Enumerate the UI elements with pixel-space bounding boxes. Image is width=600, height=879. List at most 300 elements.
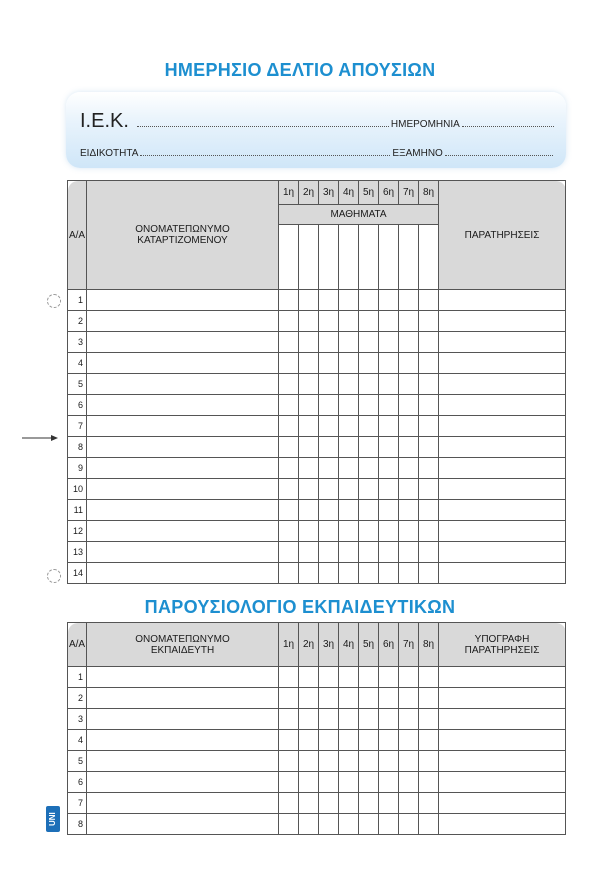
- hour-header: 3η: [319, 181, 339, 205]
- hour-cell[interactable]: [419, 688, 439, 709]
- hour-cell[interactable]: [279, 437, 299, 458]
- hour-cell[interactable]: [299, 395, 319, 416]
- name-cell[interactable]: [87, 416, 279, 437]
- hour-cell[interactable]: [339, 290, 359, 311]
- arrow-right-icon: [22, 432, 58, 444]
- hour-cell[interactable]: [419, 730, 439, 751]
- hour-cell[interactable]: [379, 437, 399, 458]
- row-number: 9: [68, 458, 87, 479]
- hour-cell[interactable]: [339, 667, 359, 688]
- hour-cell[interactable]: [339, 542, 359, 563]
- subject-cell[interactable]: [359, 225, 379, 290]
- row-number: 12: [68, 521, 87, 542]
- hour-cell[interactable]: [359, 311, 379, 332]
- hour-cell[interactable]: [379, 667, 399, 688]
- row-number: 8: [68, 814, 87, 835]
- table-row: [68, 311, 566, 332]
- page-title: ΗΜΕΡΗΣΙΟ ΔΕΛΤΙΟ ΑΠΟΥΣΙΩΝ: [164, 60, 436, 80]
- hour-cell[interactable]: [299, 458, 319, 479]
- table-row: [68, 751, 566, 772]
- iek-field[interactable]: [137, 125, 389, 127]
- remarks-cell[interactable]: [439, 479, 566, 500]
- hour-cell[interactable]: [359, 667, 379, 688]
- remarks-cell[interactable]: [439, 458, 566, 479]
- hour-cell[interactable]: [399, 542, 419, 563]
- hour-cell[interactable]: [399, 709, 419, 730]
- hour-cell[interactable]: [379, 353, 399, 374]
- row-number: 10: [68, 479, 87, 500]
- subject-cell[interactable]: [319, 225, 339, 290]
- remarks-cell[interactable]: [439, 772, 566, 793]
- hour-cell[interactable]: [319, 709, 339, 730]
- name-cell[interactable]: [87, 353, 279, 374]
- hour-cell[interactable]: [299, 311, 319, 332]
- hour-cell[interactable]: [279, 416, 299, 437]
- row-number: 3: [68, 709, 87, 730]
- hour-cell[interactable]: [339, 772, 359, 793]
- hour-header: 6η: [379, 623, 399, 667]
- hour-cell[interactable]: [379, 311, 399, 332]
- table-row: [68, 500, 566, 521]
- table-row: [68, 667, 566, 688]
- hour-cell[interactable]: [359, 416, 379, 437]
- hour-cell[interactable]: [279, 709, 299, 730]
- hour-cell[interactable]: [399, 563, 419, 584]
- hour-cell[interactable]: [399, 667, 419, 688]
- semester-label: ΕΞΑΜΗΝΟ: [392, 148, 443, 159]
- hour-cell[interactable]: [359, 709, 379, 730]
- hour-cell[interactable]: [379, 542, 399, 563]
- hour-cell[interactable]: [319, 458, 339, 479]
- name-cell[interactable]: [87, 500, 279, 521]
- hour-cell[interactable]: [279, 751, 299, 772]
- hour-cell[interactable]: [339, 709, 359, 730]
- hour-cell[interactable]: [359, 542, 379, 563]
- absence-table: [67, 180, 566, 584]
- remarks-cell[interactable]: [439, 290, 566, 311]
- table-row: [68, 437, 566, 458]
- table-row: [68, 730, 566, 751]
- hour-cell[interactable]: [299, 521, 319, 542]
- row-number: 4: [68, 353, 87, 374]
- row-number: 1: [68, 290, 87, 311]
- row-number: 5: [68, 751, 87, 772]
- hour-cell[interactable]: [319, 793, 339, 814]
- hour-cell[interactable]: [319, 667, 339, 688]
- hour-cell[interactable]: [339, 521, 359, 542]
- hour-cell[interactable]: [319, 542, 339, 563]
- hour-cell[interactable]: [299, 353, 319, 374]
- hour-cell[interactable]: [339, 563, 359, 584]
- hour-cell[interactable]: [299, 479, 319, 500]
- name-cell[interactable]: [87, 688, 279, 709]
- hour-cell[interactable]: [299, 374, 319, 395]
- name-cell[interactable]: [87, 730, 279, 751]
- specialty-field[interactable]: [140, 154, 390, 156]
- hour-cell[interactable]: [379, 290, 399, 311]
- table-row: [68, 332, 566, 353]
- hour-cell[interactable]: [399, 793, 419, 814]
- hour-cell[interactable]: [359, 793, 379, 814]
- remarks-cell[interactable]: [439, 353, 566, 374]
- hour-cell[interactable]: [379, 500, 399, 521]
- hour-cell[interactable]: [319, 395, 339, 416]
- table-row: [68, 458, 566, 479]
- name-cell[interactable]: [87, 311, 279, 332]
- hour-cell[interactable]: [359, 500, 379, 521]
- hour-header: 1η: [279, 181, 299, 205]
- name-cell[interactable]: [87, 290, 279, 311]
- hour-cell[interactable]: [359, 751, 379, 772]
- hour-cell[interactable]: [279, 793, 299, 814]
- hour-cell[interactable]: [339, 395, 359, 416]
- hour-cell[interactable]: [419, 332, 439, 353]
- hour-cell[interactable]: [279, 374, 299, 395]
- hour-cell[interactable]: [419, 563, 439, 584]
- hour-cell[interactable]: [339, 437, 359, 458]
- hour-header: 2η: [299, 623, 319, 667]
- hour-cell[interactable]: [399, 814, 419, 835]
- teachers-table: [67, 622, 566, 835]
- hour-cell[interactable]: [359, 290, 379, 311]
- hour-cell[interactable]: [359, 479, 379, 500]
- hour-cell[interactable]: [399, 353, 419, 374]
- row-number: 11: [68, 500, 87, 521]
- hour-cell[interactable]: [279, 353, 299, 374]
- hour-cell[interactable]: [359, 772, 379, 793]
- hour-header: 8η: [419, 181, 439, 205]
- hour-cell[interactable]: [379, 730, 399, 751]
- table-row: [68, 814, 566, 835]
- col-remarks-header: ΠΑΡΑΤΗΡΗΣΕΙΣ: [439, 181, 566, 290]
- row-number: 8: [68, 437, 87, 458]
- remarks-cell[interactable]: [439, 374, 566, 395]
- hour-cell[interactable]: [299, 667, 319, 688]
- hour-cell[interactable]: [419, 709, 439, 730]
- hour-cell[interactable]: [419, 374, 439, 395]
- hour-cell[interactable]: [319, 374, 339, 395]
- hour-cell[interactable]: [279, 667, 299, 688]
- subject-cell[interactable]: [379, 225, 399, 290]
- name-cell[interactable]: [87, 772, 279, 793]
- row-number: 4: [68, 730, 87, 751]
- table-row: [68, 709, 566, 730]
- hour-cell[interactable]: [419, 458, 439, 479]
- hour-cell[interactable]: [379, 772, 399, 793]
- hour-cell[interactable]: [279, 772, 299, 793]
- hour-cell[interactable]: [379, 793, 399, 814]
- hour-cell[interactable]: [419, 521, 439, 542]
- name-cell[interactable]: [87, 479, 279, 500]
- hour-cell[interactable]: [279, 542, 299, 563]
- remarks-cell[interactable]: [439, 395, 566, 416]
- hour-cell[interactable]: [279, 332, 299, 353]
- hour-cell[interactable]: [339, 416, 359, 437]
- hour-cell[interactable]: [419, 479, 439, 500]
- hour-cell[interactable]: [339, 374, 359, 395]
- row-number: 14: [68, 563, 87, 584]
- hour-cell[interactable]: [379, 416, 399, 437]
- hour-cell[interactable]: [299, 688, 319, 709]
- row-number: 5: [68, 374, 87, 395]
- hour-cell[interactable]: [399, 395, 419, 416]
- hour-cell[interactable]: [279, 290, 299, 311]
- hour-cell[interactable]: [299, 793, 319, 814]
- hour-cell[interactable]: [419, 290, 439, 311]
- hour-header: 4η: [339, 181, 359, 205]
- hour-cell[interactable]: [339, 793, 359, 814]
- hour-cell[interactable]: [419, 814, 439, 835]
- hour-cell[interactable]: [299, 563, 319, 584]
- hour-cell[interactable]: [339, 814, 359, 835]
- hour-header: 7η: [399, 623, 419, 667]
- hour-cell[interactable]: [419, 500, 439, 521]
- row-number: 2: [68, 311, 87, 332]
- hour-cell[interactable]: [359, 458, 379, 479]
- hour-cell[interactable]: [399, 311, 419, 332]
- hour-cell[interactable]: [379, 563, 399, 584]
- hour-cell[interactable]: [419, 353, 439, 374]
- table-row: [68, 772, 566, 793]
- name-cell[interactable]: [87, 332, 279, 353]
- remarks-cell[interactable]: [439, 437, 566, 458]
- hour-header: 3η: [319, 623, 339, 667]
- hour-header: 7η: [399, 181, 419, 205]
- hour-cell[interactable]: [299, 542, 319, 563]
- hour-cell[interactable]: [379, 521, 399, 542]
- hour-cell[interactable]: [299, 709, 319, 730]
- hour-cell[interactable]: [279, 563, 299, 584]
- hour-cell[interactable]: [319, 416, 339, 437]
- hour-header: 4η: [339, 623, 359, 667]
- hour-cell[interactable]: [279, 479, 299, 500]
- table-row: [68, 688, 566, 709]
- hour-cell[interactable]: [279, 395, 299, 416]
- hour-cell[interactable]: [299, 437, 319, 458]
- hour-cell[interactable]: [359, 437, 379, 458]
- hour-cell[interactable]: [399, 458, 419, 479]
- iek-label: Ι.Ε.Κ.: [80, 110, 129, 132]
- name-cell[interactable]: [87, 751, 279, 772]
- name-cell[interactable]: [87, 814, 279, 835]
- hour-cell[interactable]: [399, 730, 419, 751]
- name-cell[interactable]: [87, 374, 279, 395]
- hour-cell[interactable]: [399, 479, 419, 500]
- hour-cell[interactable]: [319, 311, 339, 332]
- subjects-header: ΜΑΘΗΜΑΤΑ: [279, 205, 439, 225]
- hour-cell[interactable]: [359, 395, 379, 416]
- remarks-cell[interactable]: [439, 563, 566, 584]
- hour-cell[interactable]: [359, 374, 379, 395]
- hour-cell[interactable]: [399, 437, 419, 458]
- remarks-cell[interactable]: [439, 814, 566, 835]
- hour-cell[interactable]: [419, 542, 439, 563]
- hour-cell[interactable]: [319, 479, 339, 500]
- row-number: 7: [68, 793, 87, 814]
- hour-cell[interactable]: [279, 730, 299, 751]
- hour-cell[interactable]: [399, 751, 419, 772]
- hour-cell[interactable]: [319, 730, 339, 751]
- hour-cell[interactable]: [279, 688, 299, 709]
- remarks-cell[interactable]: [439, 667, 566, 688]
- date-field[interactable]: [462, 125, 554, 127]
- table-row: [68, 290, 566, 311]
- hour-cell[interactable]: [319, 751, 339, 772]
- hour-cell[interactable]: [379, 751, 399, 772]
- hour-cell[interactable]: [359, 814, 379, 835]
- hour-cell[interactable]: [319, 353, 339, 374]
- hour-cell[interactable]: [359, 688, 379, 709]
- date-label: ΗΜΕΡΟΜΗΝΙΑ: [390, 119, 460, 130]
- name-cell[interactable]: [87, 458, 279, 479]
- hour-cell[interactable]: [419, 793, 439, 814]
- hour-cell[interactable]: [419, 416, 439, 437]
- table-row: [68, 793, 566, 814]
- uni-logo: UNI: [46, 806, 60, 832]
- remarks-cell[interactable]: [439, 500, 566, 521]
- hour-cell[interactable]: [339, 479, 359, 500]
- hour-cell[interactable]: [339, 500, 359, 521]
- remarks-cell[interactable]: [439, 542, 566, 563]
- subject-cell[interactable]: [419, 225, 439, 290]
- hour-cell[interactable]: [379, 395, 399, 416]
- hour-cell[interactable]: [399, 290, 419, 311]
- hour-cell[interactable]: [299, 814, 319, 835]
- remarks-cell[interactable]: [439, 730, 566, 751]
- hour-cell[interactable]: [339, 353, 359, 374]
- remarks-cell[interactable]: [439, 521, 566, 542]
- hour-cell[interactable]: [339, 688, 359, 709]
- col-name-line1: ΟΝΟΜΑΤΕΠΩΝΥΜΟ: [135, 224, 230, 235]
- hour-cell[interactable]: [319, 772, 339, 793]
- remarks-cell[interactable]: [439, 688, 566, 709]
- row-number: 6: [68, 395, 87, 416]
- subject-cell[interactable]: [299, 225, 319, 290]
- semester-field[interactable]: [445, 154, 553, 156]
- name-cell[interactable]: [87, 709, 279, 730]
- hour-cell[interactable]: [359, 332, 379, 353]
- hour-cell[interactable]: [299, 500, 319, 521]
- hour-cell[interactable]: [279, 311, 299, 332]
- hour-cell[interactable]: [299, 730, 319, 751]
- hour-cell[interactable]: [319, 688, 339, 709]
- remarks-cell[interactable]: [439, 311, 566, 332]
- hour-cell[interactable]: [299, 332, 319, 353]
- hour-cell[interactable]: [379, 374, 399, 395]
- hour-cell[interactable]: [399, 688, 419, 709]
- hour-cell[interactable]: [399, 500, 419, 521]
- hour-cell[interactable]: [319, 521, 339, 542]
- hour-cell[interactable]: [419, 772, 439, 793]
- col-name-line2: ΕΚΠΑΙΔΕΥΤΗ: [150, 644, 215, 656]
- table-row: [68, 395, 566, 416]
- row-number: 7: [68, 416, 87, 437]
- hour-cell[interactable]: [419, 395, 439, 416]
- hour-cell[interactable]: [419, 437, 439, 458]
- hour-cell[interactable]: [319, 500, 339, 521]
- remarks-cell[interactable]: [439, 793, 566, 814]
- hour-cell[interactable]: [399, 521, 419, 542]
- hour-cell[interactable]: [359, 521, 379, 542]
- hour-cell[interactable]: [359, 563, 379, 584]
- hour-header: 5η: [359, 623, 379, 667]
- hour-cell[interactable]: [319, 563, 339, 584]
- hour-cell[interactable]: [419, 311, 439, 332]
- hour-cell[interactable]: [399, 332, 419, 353]
- hour-cell[interactable]: [339, 458, 359, 479]
- name-cell[interactable]: [87, 542, 279, 563]
- hour-cell[interactable]: [379, 688, 399, 709]
- hour-cell[interactable]: [319, 332, 339, 353]
- hour-header: 1η: [279, 623, 299, 667]
- hour-header: 8η: [419, 623, 439, 667]
- col-sign-line2: ΠΑΡΑΤΗΡΗΣΕΙΣ: [464, 644, 540, 656]
- hour-header: 5η: [359, 181, 379, 205]
- name-cell[interactable]: [87, 437, 279, 458]
- hour-cell[interactable]: [379, 458, 399, 479]
- hour-cell[interactable]: [299, 751, 319, 772]
- table-row: [68, 542, 566, 563]
- hour-cell[interactable]: [359, 353, 379, 374]
- hour-cell[interactable]: [399, 416, 419, 437]
- hour-cell[interactable]: [419, 751, 439, 772]
- hour-cell[interactable]: [299, 290, 319, 311]
- col-aa-header: Α/Α: [68, 623, 87, 667]
- name-cell[interactable]: [87, 563, 279, 584]
- remarks-cell[interactable]: [439, 751, 566, 772]
- hour-cell[interactable]: [379, 709, 399, 730]
- hour-cell[interactable]: [339, 311, 359, 332]
- hour-cell[interactable]: [279, 458, 299, 479]
- name-cell[interactable]: [87, 521, 279, 542]
- hour-cell[interactable]: [339, 332, 359, 353]
- hour-cell[interactable]: [319, 814, 339, 835]
- hour-cell[interactable]: [379, 332, 399, 353]
- subject-cell[interactable]: [399, 225, 419, 290]
- col-sign-header: [439, 623, 566, 667]
- remarks-cell[interactable]: [439, 332, 566, 353]
- hour-cell[interactable]: [299, 772, 319, 793]
- specialty-label: ΕΙΔΙΚΟΤΗΤΑ: [80, 148, 139, 159]
- hour-cell[interactable]: [339, 730, 359, 751]
- table-row: [68, 479, 566, 500]
- hour-cell[interactable]: [279, 814, 299, 835]
- hour-cell[interactable]: [379, 479, 399, 500]
- table-row: [68, 521, 566, 542]
- hour-cell[interactable]: [279, 500, 299, 521]
- row-number: 2: [68, 688, 87, 709]
- hour-cell[interactable]: [339, 751, 359, 772]
- hour-cell[interactable]: [299, 416, 319, 437]
- remarks-cell[interactable]: [439, 416, 566, 437]
- hour-cell[interactable]: [319, 290, 339, 311]
- hour-cell[interactable]: [359, 730, 379, 751]
- hour-cell[interactable]: [399, 772, 419, 793]
- remarks-cell[interactable]: [439, 709, 566, 730]
- col-name-header: [87, 623, 279, 667]
- hour-cell[interactable]: [399, 374, 419, 395]
- table-row: [68, 374, 566, 395]
- hour-cell[interactable]: [419, 667, 439, 688]
- hour-cell[interactable]: [319, 437, 339, 458]
- name-cell[interactable]: [87, 793, 279, 814]
- name-cell[interactable]: [87, 667, 279, 688]
- hour-cell[interactable]: [379, 814, 399, 835]
- subject-cell[interactable]: [279, 225, 299, 290]
- subject-cell[interactable]: [339, 225, 359, 290]
- name-cell[interactable]: [87, 395, 279, 416]
- hour-cell[interactable]: [279, 521, 299, 542]
